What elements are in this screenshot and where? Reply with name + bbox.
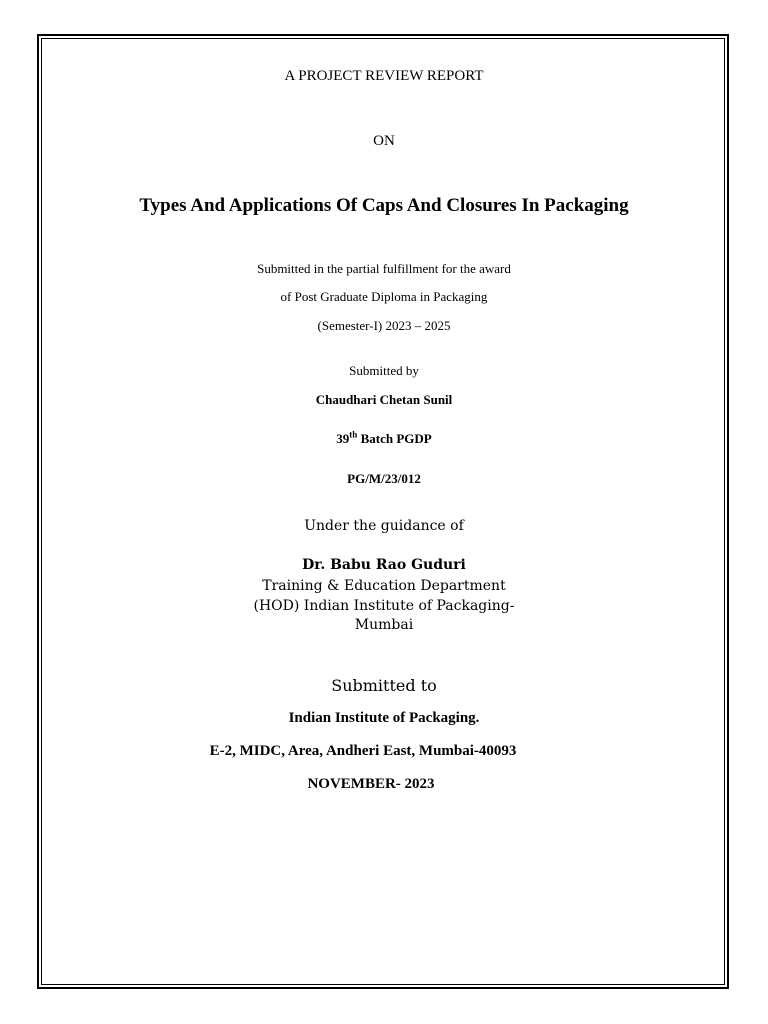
submission-line-2: of Post Graduate Diploma in Packaging xyxy=(280,289,488,304)
guide-city: Mumbai xyxy=(354,617,414,633)
guidance-label: Under the guidance of xyxy=(304,518,464,534)
roll-number: PG/M/23/012 xyxy=(347,471,421,486)
institute-address: E-2, MIDC, Area, Andheri East, Mumbai-40093 xyxy=(209,743,517,759)
institute-name: Indian Institute of Packaging. xyxy=(288,710,480,726)
on-label: ON xyxy=(373,133,395,149)
batch-line xyxy=(0,429,768,446)
batch-text: Batch PGDP xyxy=(357,431,432,446)
batch-number: 39 xyxy=(336,431,350,446)
page-border-inner xyxy=(41,38,725,985)
report-heading: A PROJECT REVIEW REPORT xyxy=(284,68,484,84)
batch-suffix: th xyxy=(349,429,358,440)
semester-line: (Semester-I) 2023 – 2025 xyxy=(317,318,451,333)
submitted-by-label: Submitted by xyxy=(349,363,419,378)
report-title: Types And Applications Of Caps And Closures In Packaging xyxy=(139,195,629,216)
student-name: Chaudhari Chetan Sunil xyxy=(315,392,453,407)
report-date: NOVEMBER- 2023 xyxy=(307,776,435,792)
guide-name: Dr. Babu Rao Guduri xyxy=(302,557,466,573)
submission-line-1: Submitted in the partial fulfillment for the award xyxy=(257,261,511,276)
guide-department: Training & Education Department xyxy=(262,578,506,594)
guide-institute: (HOD) Indian Institute of Packaging- xyxy=(253,598,515,614)
submitted-to-label: Submitted to xyxy=(331,676,437,695)
